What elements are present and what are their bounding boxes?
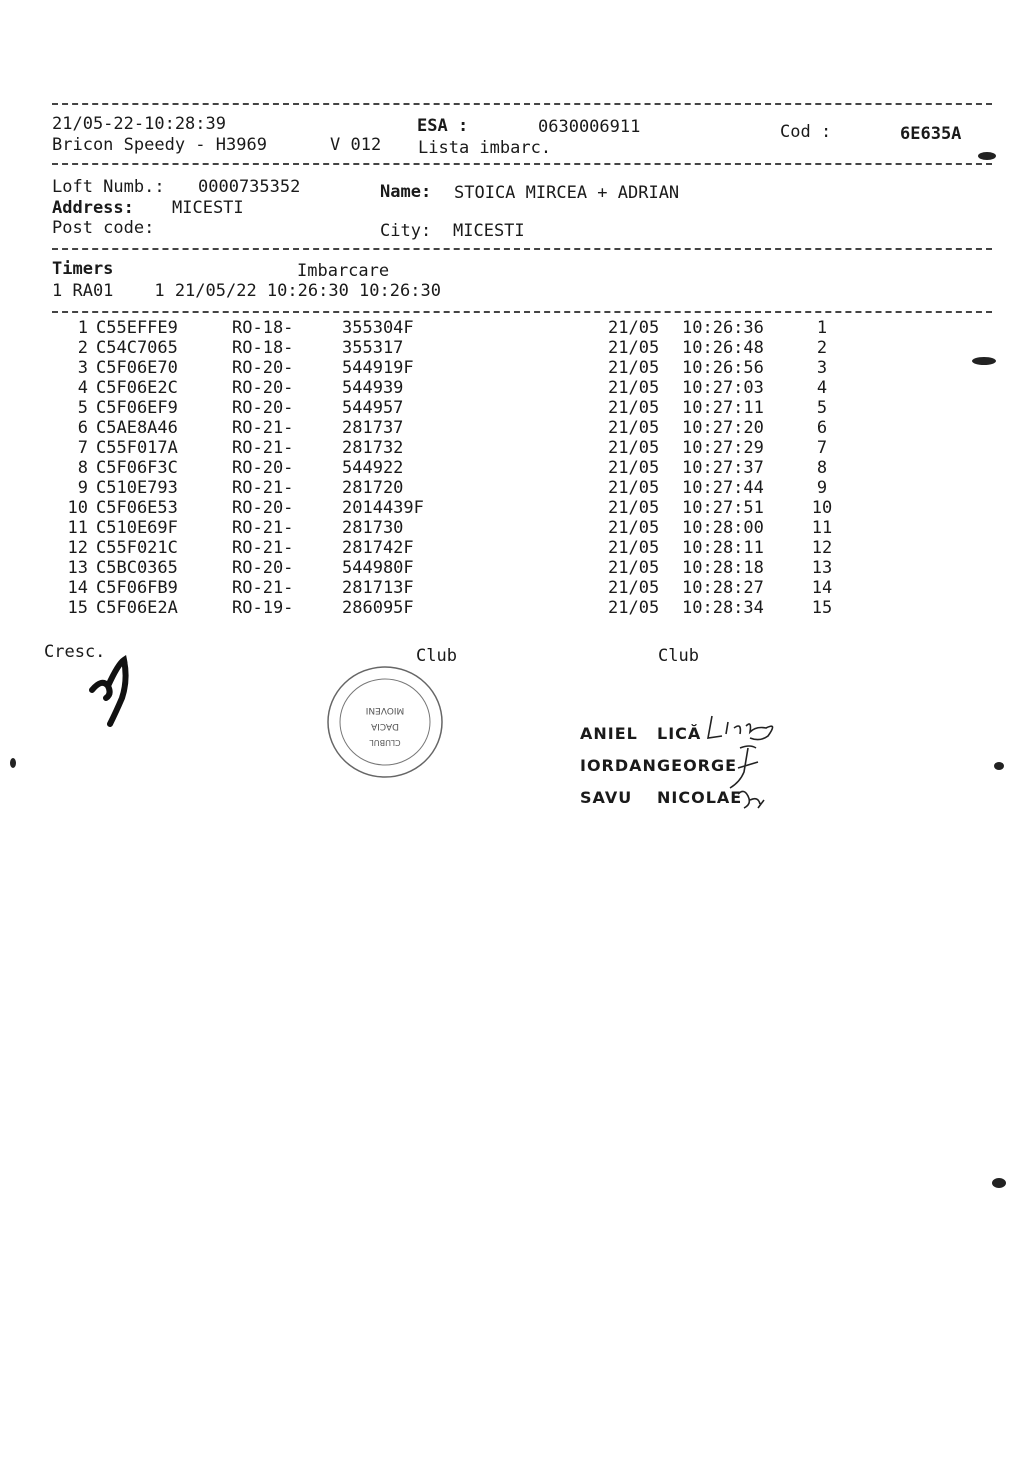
separator-line — [52, 248, 992, 250]
row-index: 10 — [67, 498, 88, 518]
ring-country: RO-19- — [232, 598, 294, 618]
arrival-date: 21/05 — [608, 538, 660, 558]
table-row — [50, 378, 842, 398]
table-row — [50, 398, 842, 418]
arrival-position: 12 — [811, 538, 833, 558]
arrival-position: 1 — [816, 318, 828, 338]
separator-line — [52, 103, 992, 105]
ring-number: 281713F — [342, 578, 414, 598]
imbarcare-label: Imbarcare — [297, 261, 390, 281]
signatory-last-name: LICĂ — [657, 724, 702, 743]
cod-value: 6E635A — [900, 124, 962, 144]
row-index: 4 — [77, 378, 88, 398]
esa-label: ESA : — [417, 116, 469, 136]
table-row — [50, 358, 842, 378]
table-row — [50, 498, 842, 518]
arrival-date: 21/05 — [608, 378, 660, 398]
arrival-date: 21/05 — [608, 578, 660, 598]
row-index: 9 — [77, 478, 88, 498]
row-index: 7 — [77, 438, 88, 458]
signatory-first-name: IORDAN — [580, 756, 657, 775]
scan-speck — [978, 152, 996, 160]
ring-country: RO-21- — [232, 518, 294, 538]
ring-country: RO-20- — [232, 378, 294, 398]
separator-line — [52, 163, 992, 165]
arrival-date: 21/05 — [608, 498, 660, 518]
arrival-position: 9 — [816, 478, 828, 498]
club-label-2: Club — [658, 646, 699, 666]
ring-id: C5F06F3C — [96, 458, 178, 478]
ring-country: RO-20- — [232, 498, 294, 518]
arrival-position: 7 — [816, 438, 828, 458]
arrival-time: 10:27:29 — [682, 438, 764, 458]
print-datetime: 21/05-22-10:28:39 — [52, 114, 226, 134]
scan-speck — [992, 1178, 1006, 1188]
ring-country: RO-20- — [232, 358, 294, 378]
table-row — [50, 438, 842, 458]
ring-number: 544957 — [342, 398, 404, 418]
ring-id: C5F06E70 — [96, 358, 178, 378]
ring-country: RO-21- — [232, 418, 294, 438]
ring-number: 544939 — [342, 378, 404, 398]
row-index: 3 — [77, 358, 88, 378]
row-index: 15 — [67, 598, 88, 618]
arrival-time: 10:28:00 — [682, 518, 764, 538]
address-value: MICESTI — [172, 198, 244, 218]
ring-number: 286095F — [342, 598, 414, 618]
handwritten-signatures — [700, 708, 790, 818]
arrival-time: 10:26:36 — [682, 318, 764, 338]
signatory-last-name: GEORGE — [657, 756, 738, 775]
ring-country: RO-20- — [232, 398, 294, 418]
arrival-date: 21/05 — [608, 438, 660, 458]
arrival-time: 10:27:20 — [682, 418, 764, 438]
ring-number: 281730 — [342, 518, 404, 538]
arrival-time: 10:28:18 — [682, 558, 764, 578]
ring-id: C5F06E2A — [96, 598, 178, 618]
ring-id: C54C7065 — [96, 338, 178, 358]
ring-number: 544922 — [342, 458, 404, 478]
arrival-position: 14 — [811, 578, 833, 598]
row-index: 14 — [67, 578, 88, 598]
arrival-date: 21/05 — [608, 458, 660, 478]
ring-id: C510E793 — [96, 478, 178, 498]
row-index: 5 — [77, 398, 88, 418]
arrival-time: 10:28:34 — [682, 598, 764, 618]
arrival-time: 10:27:51 — [682, 498, 764, 518]
svg-text:MIOVENI: MIOVENI — [365, 705, 405, 715]
ring-country: RO-21- — [232, 538, 294, 558]
row-index: 11 — [67, 518, 88, 538]
table-row — [50, 558, 842, 578]
table-row — [50, 538, 842, 558]
arrival-position: 11 — [811, 518, 833, 538]
arrival-date: 21/05 — [608, 478, 660, 498]
city-label: City: — [380, 221, 432, 241]
device-name: Bricon Speedy - H3969 — [52, 135, 267, 155]
table-row — [50, 458, 842, 478]
arrival-position: 6 — [816, 418, 828, 438]
ring-country: RO-20- — [232, 458, 294, 478]
table-row — [50, 318, 842, 338]
arrival-position: 3 — [816, 358, 828, 378]
ring-number: 2014439F — [342, 498, 424, 518]
arrival-time: 10:26:48 — [682, 338, 764, 358]
arrival-date: 21/05 — [608, 418, 660, 438]
scan-speck — [972, 357, 996, 365]
ring-number: 355317 — [342, 338, 404, 358]
signatory-first-name: ANIEL — [580, 724, 638, 743]
row-index: 8 — [77, 458, 88, 478]
loft-number-label: Loft Numb.: — [52, 177, 165, 197]
arrival-position: 4 — [816, 378, 828, 398]
breeder-signature — [82, 650, 138, 730]
arrival-position: 5 — [816, 398, 828, 418]
address-label: Address: — [52, 198, 134, 218]
table-row — [50, 598, 842, 618]
arrival-date: 21/05 — [608, 358, 660, 378]
row-index: 12 — [67, 538, 88, 558]
list-type: Lista imbarc. — [418, 138, 552, 158]
arrival-position: 8 — [816, 458, 828, 478]
ring-country: RO-21- — [232, 578, 294, 598]
signatory-first-name: SAVU — [580, 788, 633, 807]
arrival-time: 10:28:27 — [682, 578, 764, 598]
ring-id: C55F021C — [96, 538, 178, 558]
ring-country: RO-21- — [232, 438, 294, 458]
ring-id: C5BC0365 — [96, 558, 178, 578]
club-stamp — [326, 664, 444, 780]
table-row — [50, 518, 842, 538]
ring-id: C5F06EF9 — [96, 398, 178, 418]
row-index: 2 — [77, 338, 88, 358]
svg-text:DACIA: DACIA — [371, 721, 399, 731]
svg-text:CLUBUL: CLUBUL — [369, 738, 401, 747]
arrival-date: 21/05 — [608, 518, 660, 538]
row-index: 6 — [77, 418, 88, 438]
scan-speck — [10, 758, 16, 768]
arrival-position: 15 — [811, 598, 833, 618]
ring-id: C5F06E53 — [96, 498, 178, 518]
name-value: STOICA MIRCEA + ADRIAN — [454, 183, 680, 203]
row-index: 13 — [67, 558, 88, 578]
device-version: V 012 — [330, 135, 382, 155]
table-row — [50, 418, 842, 438]
ring-country: RO-18- — [232, 318, 294, 338]
row-index: 1 — [77, 318, 88, 338]
ring-id: C55EFFE9 — [96, 318, 178, 338]
name-label: Name: — [380, 182, 432, 202]
arrival-time: 10:28:11 — [682, 538, 764, 558]
pigeon-table — [50, 318, 842, 618]
arrival-time: 10:27:11 — [682, 398, 764, 418]
ring-id: C510E69F — [96, 518, 178, 538]
scan-speck — [994, 762, 1004, 770]
ring-number: 281732 — [342, 438, 404, 458]
ring-number: 281737 — [342, 418, 404, 438]
ring-number: 281720 — [342, 478, 404, 498]
ring-country: RO-18- — [232, 338, 294, 358]
ring-id: C55F017A — [96, 438, 178, 458]
arrival-position: 13 — [811, 558, 833, 578]
table-row — [50, 338, 842, 358]
signatory-last-name: NICOLAE — [657, 788, 743, 807]
table-row — [50, 478, 842, 498]
separator-line — [52, 311, 992, 313]
ring-id: C5F06E2C — [96, 378, 178, 398]
arrival-date: 21/05 — [608, 318, 660, 338]
ring-number: 544980F — [342, 558, 414, 578]
cod-label: Cod : — [780, 122, 832, 142]
table-row — [50, 578, 842, 598]
esa-value: 0630006911 — [538, 117, 641, 137]
arrival-time: 10:27:03 — [682, 378, 764, 398]
ring-id: C5AE8A46 — [96, 418, 178, 438]
arrival-time: 10:27:44 — [682, 478, 764, 498]
city-value: MICESTI — [453, 221, 525, 241]
arrival-time: 10:26:56 — [682, 358, 764, 378]
arrival-date: 21/05 — [608, 338, 660, 358]
arrival-position: 2 — [816, 338, 828, 358]
arrival-position: 10 — [811, 498, 833, 518]
timers-label: Timers — [52, 259, 114, 279]
arrival-date: 21/05 — [608, 598, 660, 618]
ring-id: C5F06FB9 — [96, 578, 178, 598]
arrival-date: 21/05 — [608, 398, 660, 418]
ring-number: 281742F — [342, 538, 414, 558]
cresc-label: Cresc. — [44, 642, 106, 662]
timer-line: 1 RA01 1 21/05/22 10:26:30 10:26:30 — [52, 281, 441, 301]
ring-country: RO-21- — [232, 478, 294, 498]
ring-country: RO-20- — [232, 558, 294, 578]
ring-number: 544919F — [342, 358, 414, 378]
arrival-time: 10:27:37 — [682, 458, 764, 478]
postcode-label: Post code: — [52, 218, 155, 238]
club-label-1: Club — [416, 646, 457, 666]
arrival-date: 21/05 — [608, 558, 660, 578]
ring-number: 355304F — [342, 318, 414, 338]
loft-number-value: 0000735352 — [198, 177, 301, 197]
